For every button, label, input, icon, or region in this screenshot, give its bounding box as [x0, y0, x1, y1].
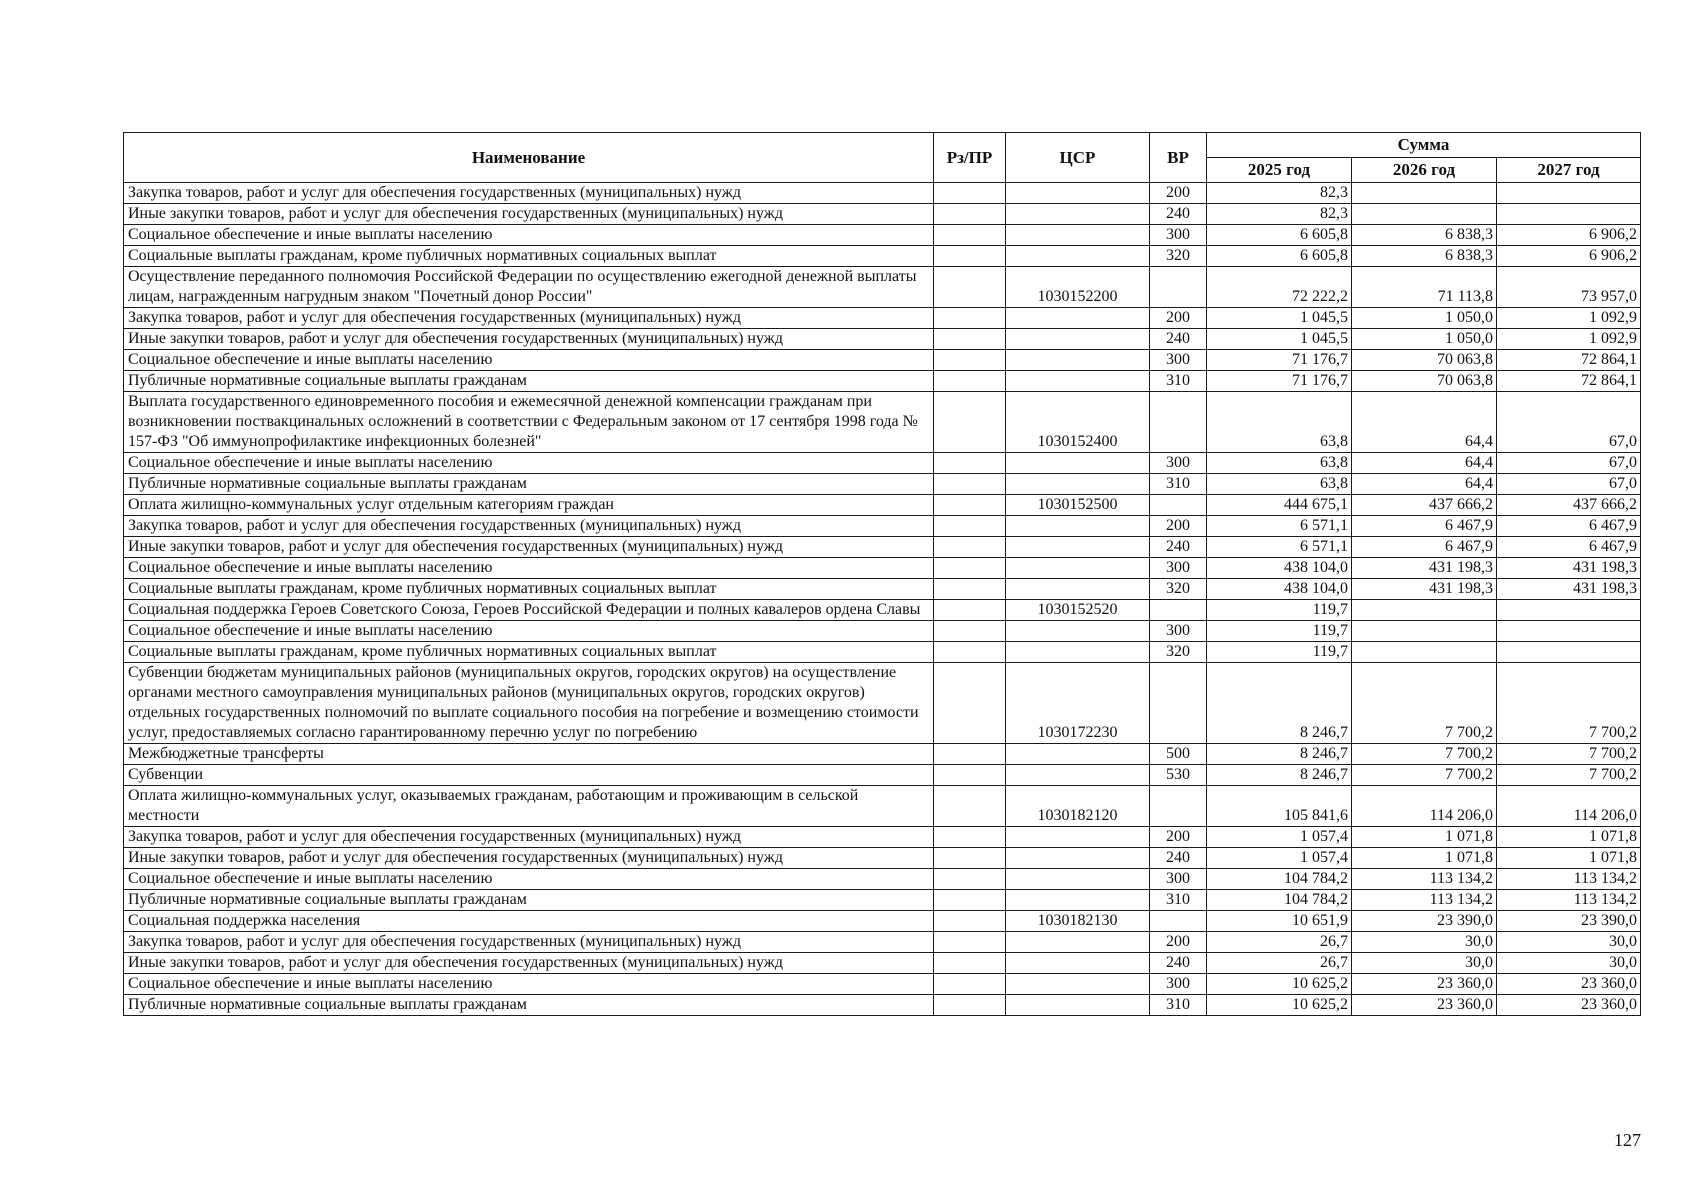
cell-2026: 70 063,8	[1352, 350, 1497, 371]
cell-rzpr	[934, 350, 1006, 371]
table-row	[124, 516, 1641, 537]
cell-2026: 437 666,2	[1352, 495, 1497, 516]
cell-2026: 23 360,0	[1352, 974, 1497, 995]
cell-2027: 67,0	[1497, 474, 1641, 495]
cell-rzpr	[934, 890, 1006, 911]
cell-name: Социальное обеспечение и иные выплаты населению	[124, 225, 934, 246]
cell-2027: 23 360,0	[1497, 995, 1641, 1016]
cell-2025: 104 784,2	[1207, 890, 1352, 911]
cell-2026: 64,4	[1352, 474, 1497, 495]
cell-csr	[1006, 246, 1150, 267]
cell-rzpr	[934, 392, 1006, 453]
cell-name: Социальная поддержка населения	[124, 911, 934, 932]
cell-2026: 6 467,9	[1352, 537, 1497, 558]
cell-2027	[1497, 621, 1641, 642]
cell-name: Публичные нормативные социальные выплаты гражданам	[124, 474, 934, 495]
cell-2026: 1 050,0	[1352, 329, 1497, 350]
cell-2025: 6 605,8	[1207, 225, 1352, 246]
cell-vr: 200	[1150, 308, 1207, 329]
table-row	[124, 827, 1641, 848]
cell-vr: 240	[1150, 537, 1207, 558]
table-row	[124, 267, 1641, 308]
cell-vr: 200	[1150, 827, 1207, 848]
cell-2026: 64,4	[1352, 453, 1497, 474]
cell-rzpr	[934, 204, 1006, 225]
cell-rzpr	[934, 579, 1006, 600]
cell-vr: 300	[1150, 974, 1207, 995]
table-row	[124, 204, 1641, 225]
cell-2027: 7 700,2	[1497, 765, 1641, 786]
cell-name: Социальное обеспечение и иные выплаты населению	[124, 621, 934, 642]
table-body	[124, 183, 1641, 1016]
cell-csr	[1006, 621, 1150, 642]
cell-csr	[1006, 204, 1150, 225]
cell-2027: 7 700,2	[1497, 663, 1641, 744]
cell-vr: 300	[1150, 225, 1207, 246]
table-row	[124, 953, 1641, 974]
table-row	[124, 911, 1641, 932]
cell-2026	[1352, 642, 1497, 663]
cell-vr: 240	[1150, 953, 1207, 974]
table-row	[124, 246, 1641, 267]
cell-vr: 530	[1150, 765, 1207, 786]
cell-2025: 82,3	[1207, 204, 1352, 225]
cell-2026: 64,4	[1352, 392, 1497, 453]
cell-2025: 6 571,1	[1207, 516, 1352, 537]
header-csr: ЦСР	[1006, 133, 1150, 183]
cell-2026	[1352, 183, 1497, 204]
cell-2027: 437 666,2	[1497, 495, 1641, 516]
cell-2025: 82,3	[1207, 183, 1352, 204]
table-row	[124, 495, 1641, 516]
cell-rzpr	[934, 453, 1006, 474]
cell-rzpr	[934, 621, 1006, 642]
table-row	[124, 642, 1641, 663]
cell-csr: 1030182130	[1006, 911, 1150, 932]
cell-2026: 1 071,8	[1352, 827, 1497, 848]
header-name: Наименование	[124, 133, 934, 183]
cell-csr: 1030182120	[1006, 786, 1150, 827]
cell-2025: 26,7	[1207, 953, 1352, 974]
header-year-2027: 2027 год	[1497, 158, 1641, 183]
cell-2027: 431 198,3	[1497, 558, 1641, 579]
cell-name: Закупка товаров, работ и услуг для обеспечения государственных (муниципальных) нужд	[124, 516, 934, 537]
cell-2026: 6 467,9	[1352, 516, 1497, 537]
cell-name: Иные закупки товаров, работ и услуг для обеспечения государственных (муниципальных) нужд	[124, 848, 934, 869]
cell-2026: 7 700,2	[1352, 765, 1497, 786]
cell-2027: 6 467,9	[1497, 537, 1641, 558]
cell-2026: 6 838,3	[1352, 246, 1497, 267]
cell-name: Оплата жилищно-коммунальных услуг отдельным категориям граждан	[124, 495, 934, 516]
cell-csr	[1006, 953, 1150, 974]
cell-csr	[1006, 183, 1150, 204]
cell-rzpr	[934, 371, 1006, 392]
cell-2025: 104 784,2	[1207, 869, 1352, 890]
cell-name: Социальные выплаты гражданам, кроме публичных нормативных социальных выплат	[124, 579, 934, 600]
cell-2026: 7 700,2	[1352, 663, 1497, 744]
cell-2026: 113 134,2	[1352, 869, 1497, 890]
cell-2027: 6 467,9	[1497, 516, 1641, 537]
cell-vr	[1150, 786, 1207, 827]
cell-rzpr	[934, 827, 1006, 848]
table-row	[124, 890, 1641, 911]
cell-vr: 200	[1150, 183, 1207, 204]
cell-vr	[1150, 392, 1207, 453]
cell-2025: 63,8	[1207, 453, 1352, 474]
cell-vr: 240	[1150, 204, 1207, 225]
cell-rzpr	[934, 911, 1006, 932]
cell-name: Межбюджетные трансферты	[124, 744, 934, 765]
cell-2026	[1352, 600, 1497, 621]
cell-csr	[1006, 974, 1150, 995]
cell-csr	[1006, 765, 1150, 786]
cell-2025: 63,8	[1207, 392, 1352, 453]
cell-rzpr	[934, 786, 1006, 827]
table-row	[124, 869, 1641, 890]
table-row	[124, 663, 1641, 744]
cell-2025: 119,7	[1207, 600, 1352, 621]
cell-rzpr	[934, 558, 1006, 579]
cell-2027: 72 864,1	[1497, 371, 1641, 392]
cell-name: Иные закупки товаров, работ и услуг для обеспечения государственных (муниципальных) нужд	[124, 204, 934, 225]
header-vr: ВР	[1150, 133, 1207, 183]
cell-2025: 10 625,2	[1207, 974, 1352, 995]
cell-csr	[1006, 516, 1150, 537]
cell-2025: 438 104,0	[1207, 558, 1352, 579]
cell-name: Социальное обеспечение и иные выплаты населению	[124, 869, 934, 890]
table-row	[124, 474, 1641, 495]
table-row	[124, 308, 1641, 329]
cell-name: Социальные выплаты гражданам, кроме публичных нормативных социальных выплат	[124, 642, 934, 663]
cell-2025: 10 625,2	[1207, 995, 1352, 1016]
cell-name: Социальное обеспечение и иные выплаты населению	[124, 350, 934, 371]
cell-2025: 63,8	[1207, 474, 1352, 495]
cell-name: Социальное обеспечение и иные выплаты населению	[124, 974, 934, 995]
cell-csr	[1006, 642, 1150, 663]
cell-2027: 113 134,2	[1497, 869, 1641, 890]
header-year-2025: 2025 год	[1207, 158, 1352, 183]
cell-2027: 114 206,0	[1497, 786, 1641, 827]
cell-2027	[1497, 183, 1641, 204]
table-row	[124, 183, 1641, 204]
cell-2025: 105 841,6	[1207, 786, 1352, 827]
table-row	[124, 225, 1641, 246]
table-header	[124, 133, 1641, 183]
cell-rzpr	[934, 246, 1006, 267]
cell-rzpr	[934, 474, 1006, 495]
cell-2025: 26,7	[1207, 932, 1352, 953]
cell-name: Субвенции бюджетам муниципальных районов (муниципальных округов, городских округов) на осуществление органами местного самоуправления муниципальных районов (муниципальных округов, городских округов) отдельных государственных полномочий по выплате социального пособия на погребение и возмещению стоимости услуг, предоставляемых согласно гарантированному перечню услуг по погребению	[124, 663, 934, 744]
cell-2027: 1 071,8	[1497, 848, 1641, 869]
cell-2027	[1497, 600, 1641, 621]
cell-2026: 6 838,3	[1352, 225, 1497, 246]
cell-vr: 310	[1150, 371, 1207, 392]
cell-2027: 1 092,9	[1497, 329, 1641, 350]
cell-2025: 119,7	[1207, 621, 1352, 642]
table-row	[124, 974, 1641, 995]
cell-2027: 23 390,0	[1497, 911, 1641, 932]
cell-2025: 444 675,1	[1207, 495, 1352, 516]
cell-rzpr	[934, 183, 1006, 204]
cell-2027: 67,0	[1497, 453, 1641, 474]
cell-vr: 300	[1150, 869, 1207, 890]
cell-vr: 310	[1150, 995, 1207, 1016]
cell-2026: 431 198,3	[1352, 558, 1497, 579]
table-row	[124, 453, 1641, 474]
cell-csr: 1030152400	[1006, 392, 1150, 453]
cell-csr: 1030152200	[1006, 267, 1150, 308]
cell-2025: 8 246,7	[1207, 744, 1352, 765]
table-row	[124, 392, 1641, 453]
cell-vr: 310	[1150, 474, 1207, 495]
cell-2026: 71 113,8	[1352, 267, 1497, 308]
cell-csr	[1006, 474, 1150, 495]
cell-2025: 10 651,9	[1207, 911, 1352, 932]
cell-name: Закупка товаров, работ и услуг для обеспечения государственных (муниципальных) нужд	[124, 932, 934, 953]
cell-name: Публичные нормативные социальные выплаты гражданам	[124, 371, 934, 392]
cell-vr: 500	[1150, 744, 1207, 765]
cell-rzpr	[934, 495, 1006, 516]
header-sum: Сумма	[1207, 133, 1641, 158]
table-row	[124, 600, 1641, 621]
cell-2027: 1 071,8	[1497, 827, 1641, 848]
cell-2025: 438 104,0	[1207, 579, 1352, 600]
cell-name: Социальное обеспечение и иные выплаты населению	[124, 453, 934, 474]
cell-csr: 1030152500	[1006, 495, 1150, 516]
cell-2025: 1 057,4	[1207, 827, 1352, 848]
cell-csr	[1006, 869, 1150, 890]
cell-2026: 113 134,2	[1352, 890, 1497, 911]
cell-2025: 1 045,5	[1207, 308, 1352, 329]
cell-vr	[1150, 600, 1207, 621]
cell-vr	[1150, 267, 1207, 308]
cell-2026: 114 206,0	[1352, 786, 1497, 827]
cell-csr	[1006, 453, 1150, 474]
page-number: 127	[1614, 1130, 1641, 1150]
cell-csr	[1006, 890, 1150, 911]
cell-2025: 72 222,2	[1207, 267, 1352, 308]
cell-csr: 1030172230	[1006, 663, 1150, 744]
cell-2026	[1352, 621, 1497, 642]
cell-vr: 300	[1150, 350, 1207, 371]
cell-vr: 300	[1150, 558, 1207, 579]
cell-vr: 320	[1150, 246, 1207, 267]
cell-vr: 320	[1150, 642, 1207, 663]
cell-2026: 23 390,0	[1352, 911, 1497, 932]
cell-2025: 8 246,7	[1207, 663, 1352, 744]
cell-csr	[1006, 932, 1150, 953]
table-row	[124, 765, 1641, 786]
header-year-2026: 2026 год	[1352, 158, 1497, 183]
cell-rzpr	[934, 600, 1006, 621]
cell-2026: 431 198,3	[1352, 579, 1497, 600]
cell-csr	[1006, 744, 1150, 765]
table-row	[124, 848, 1641, 869]
cell-2027: 431 198,3	[1497, 579, 1641, 600]
table-row	[124, 558, 1641, 579]
cell-2027: 1 092,9	[1497, 308, 1641, 329]
cell-name: Иные закупки товаров, работ и услуг для обеспечения государственных (муниципальных) нужд	[124, 537, 934, 558]
cell-name: Оплата жилищно-коммунальных услуг, оказываемых гражданам, работающим и проживающим в сельской местности	[124, 786, 934, 827]
cell-csr: 1030152520	[1006, 600, 1150, 621]
cell-name: Иные закупки товаров, работ и услуг для обеспечения государственных (муниципальных) нужд	[124, 953, 934, 974]
cell-2025: 119,7	[1207, 642, 1352, 663]
cell-vr: 240	[1150, 329, 1207, 350]
cell-vr	[1150, 495, 1207, 516]
cell-vr: 200	[1150, 516, 1207, 537]
header-rzpr: Рз/ПР	[934, 133, 1006, 183]
cell-vr: 300	[1150, 453, 1207, 474]
cell-name: Закупка товаров, работ и услуг для обеспечения государственных (муниципальных) нужд	[124, 827, 934, 848]
cell-2027: 7 700,2	[1497, 744, 1641, 765]
table-row	[124, 995, 1641, 1016]
cell-name: Закупка товаров, работ и услуг для обеспечения государственных (муниципальных) нужд	[124, 183, 934, 204]
cell-2026: 1 050,0	[1352, 308, 1497, 329]
cell-2027	[1497, 642, 1641, 663]
cell-rzpr	[934, 765, 1006, 786]
cell-name: Социальная поддержка Героев Советского Союза, Героев Российской Федерации и полных кавалеров ордена Славы	[124, 600, 934, 621]
cell-2025: 1 045,5	[1207, 329, 1352, 350]
cell-csr	[1006, 579, 1150, 600]
cell-rzpr	[934, 848, 1006, 869]
cell-2025: 1 057,4	[1207, 848, 1352, 869]
cell-csr	[1006, 329, 1150, 350]
table-row	[124, 350, 1641, 371]
cell-rzpr	[934, 225, 1006, 246]
cell-2027: 23 360,0	[1497, 974, 1641, 995]
cell-rzpr	[934, 267, 1006, 308]
cell-csr	[1006, 308, 1150, 329]
table-row	[124, 932, 1641, 953]
table-row	[124, 329, 1641, 350]
cell-vr	[1150, 663, 1207, 744]
cell-rzpr	[934, 744, 1006, 765]
cell-vr: 310	[1150, 890, 1207, 911]
cell-vr: 240	[1150, 848, 1207, 869]
cell-2026: 30,0	[1352, 953, 1497, 974]
cell-2026: 70 063,8	[1352, 371, 1497, 392]
cell-rzpr	[934, 974, 1006, 995]
cell-name: Социальное обеспечение и иные выплаты населению	[124, 558, 934, 579]
cell-rzpr	[934, 329, 1006, 350]
cell-2026: 7 700,2	[1352, 744, 1497, 765]
cell-vr: 300	[1150, 621, 1207, 642]
table-row	[124, 371, 1641, 392]
cell-csr	[1006, 558, 1150, 579]
cell-rzpr	[934, 516, 1006, 537]
cell-2027: 30,0	[1497, 932, 1641, 953]
cell-2025: 71 176,7	[1207, 350, 1352, 371]
cell-vr	[1150, 911, 1207, 932]
cell-2027: 113 134,2	[1497, 890, 1641, 911]
cell-2025: 6 571,1	[1207, 537, 1352, 558]
table-row	[124, 786, 1641, 827]
cell-2027: 67,0	[1497, 392, 1641, 453]
cell-name: Выплата государственного единовременного пособия и ежемесячной денежной компенсации гражданам при возникновении поствакцинальных осложнений в соответствии с Федеральным законом от 17 сентября 1998 года № 157-ФЗ "Об иммунопрофилактике инфекционных болезней"	[124, 392, 934, 453]
cell-name: Публичные нормативные социальные выплаты гражданам	[124, 995, 934, 1016]
cell-name: Осуществление переданного полномочия Российской Федерации по осуществлению ежегодной денежной выплаты лицам, награжденным нагрудным знаком "Почетный донор России"	[124, 267, 934, 308]
cell-2027	[1497, 204, 1641, 225]
cell-rzpr	[934, 932, 1006, 953]
table-row	[124, 744, 1641, 765]
cell-name: Субвенции	[124, 765, 934, 786]
cell-2027: 73 957,0	[1497, 267, 1641, 308]
cell-2027: 72 864,1	[1497, 350, 1641, 371]
cell-rzpr	[934, 663, 1006, 744]
cell-name: Публичные нормативные социальные выплаты гражданам	[124, 890, 934, 911]
table-row	[124, 579, 1641, 600]
cell-2027: 6 906,2	[1497, 225, 1641, 246]
cell-csr	[1006, 350, 1150, 371]
cell-csr	[1006, 827, 1150, 848]
cell-rzpr	[934, 869, 1006, 890]
table-row	[124, 621, 1641, 642]
cell-2026: 1 071,8	[1352, 848, 1497, 869]
cell-rzpr	[934, 642, 1006, 663]
cell-name: Закупка товаров, работ и услуг для обеспечения государственных (муниципальных) нужд	[124, 308, 934, 329]
cell-name: Иные закупки товаров, работ и услуг для обеспечения государственных (муниципальных) нужд	[124, 329, 934, 350]
budget-table	[123, 132, 1641, 1016]
cell-vr: 320	[1150, 579, 1207, 600]
cell-vr: 200	[1150, 932, 1207, 953]
cell-rzpr	[934, 308, 1006, 329]
cell-2026: 30,0	[1352, 932, 1497, 953]
cell-2025: 8 246,7	[1207, 765, 1352, 786]
cell-csr	[1006, 371, 1150, 392]
cell-2027: 6 906,2	[1497, 246, 1641, 267]
cell-rzpr	[934, 537, 1006, 558]
cell-name: Социальные выплаты гражданам, кроме публичных нормативных социальных выплат	[124, 246, 934, 267]
cell-csr	[1006, 537, 1150, 558]
cell-rzpr	[934, 995, 1006, 1016]
cell-rzpr	[934, 953, 1006, 974]
cell-csr	[1006, 995, 1150, 1016]
cell-csr	[1006, 848, 1150, 869]
table-row	[124, 537, 1641, 558]
cell-2026: 23 360,0	[1352, 995, 1497, 1016]
cell-2025: 6 605,8	[1207, 246, 1352, 267]
cell-2025: 71 176,7	[1207, 371, 1352, 392]
cell-2027: 30,0	[1497, 953, 1641, 974]
cell-2026	[1352, 204, 1497, 225]
cell-csr	[1006, 225, 1150, 246]
